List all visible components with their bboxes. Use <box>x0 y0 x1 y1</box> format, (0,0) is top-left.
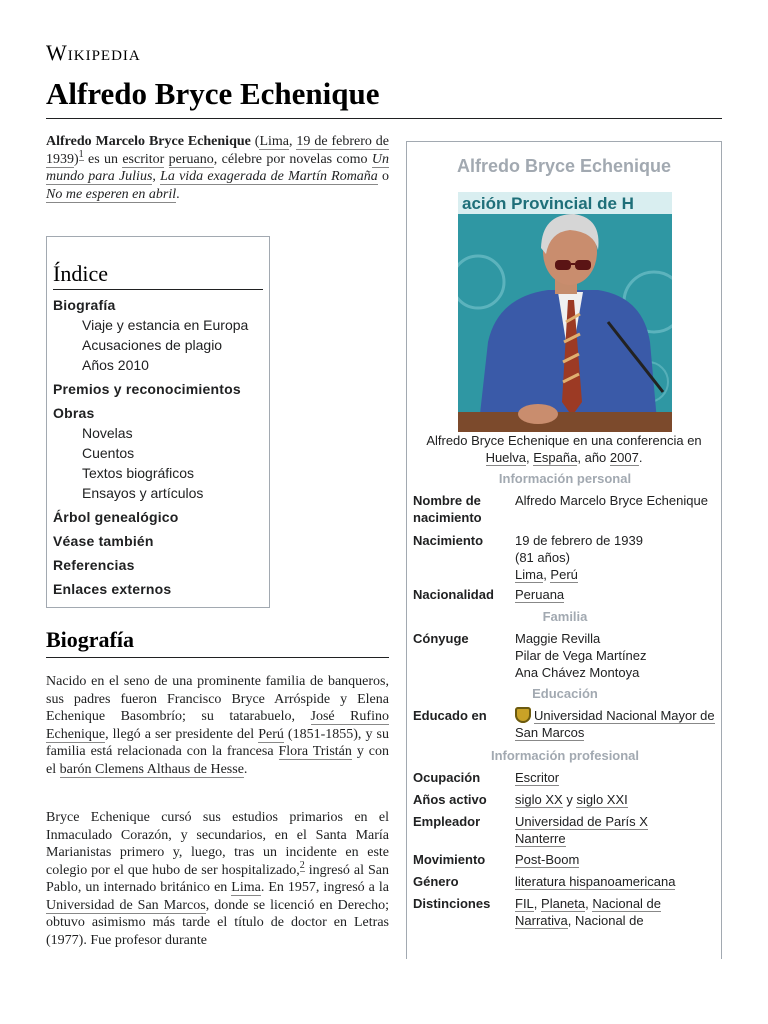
toc-item[interactable]: Acusaciones de plagio <box>82 337 223 353</box>
text: . <box>243 761 248 777</box>
portrait-illustration <box>458 192 672 432</box>
link-2007[interactable]: 2007 <box>609 450 639 465</box>
toc-item[interactable]: Años 2010 <box>82 357 149 373</box>
link-planeta[interactable]: Planeta <box>541 896 586 911</box>
toc-item[interactable]: Premios y reconocimientos <box>53 381 241 397</box>
toc-item[interactable]: Ensayos y artículos <box>82 485 204 501</box>
text: , <box>289 134 297 149</box>
link-novel-romana[interactable]: La vida exagerada de Martín Romaña <box>160 169 378 184</box>
section-profesional: Información profesional <box>490 748 640 763</box>
text: y <box>562 792 577 807</box>
toc-item[interactable]: Textos biográficos <box>82 465 195 481</box>
link-peruano[interactable]: peruano <box>168 151 214 167</box>
label-empleador: Empleador <box>413 814 481 829</box>
page-title: Alfredo Bryce Echenique <box>46 76 722 119</box>
text: . En 1957, ingresó a la <box>260 880 389 895</box>
link-literatura[interactable]: literatura hispanoamericana <box>515 874 676 889</box>
link-escritor[interactable]: escritor <box>122 151 165 167</box>
spouse-item: Pilar de Vega Martínez <box>515 648 647 663</box>
toc-item[interactable]: Árbol genealógico <box>53 509 179 525</box>
label-distinciones: Distinciones <box>413 896 491 911</box>
text: o <box>377 169 390 184</box>
toc-item[interactable]: Enlaces externos <box>53 581 172 597</box>
text: Nacional de <box>574 913 644 928</box>
toc-item[interactable]: Cuentos <box>82 445 135 461</box>
toc-item[interactable]: Véase también <box>53 533 154 549</box>
ref-1[interactable]: 1 <box>78 148 84 160</box>
link-fil[interactable]: FIL <box>515 896 534 911</box>
link-baron-clemens[interactable]: barón Clemens Althaus de Hesse <box>59 761 244 777</box>
link-huelva[interactable]: Huelva <box>485 450 527 465</box>
text: , <box>567 913 575 928</box>
text: , llegó a ser presidente del <box>105 726 259 742</box>
ref-2[interactable]: 2 <box>299 859 305 871</box>
label-nacimiento: Nacimiento <box>413 533 484 548</box>
value-age: (81 años) <box>515 550 570 565</box>
link-san-marcos[interactable]: Universidad de San Marcos <box>46 897 206 913</box>
text: ( <box>254 134 260 149</box>
photo-caption <box>411 432 717 466</box>
label-educado: Educado en <box>413 708 487 723</box>
intro-paragraph <box>46 133 389 203</box>
infobox <box>406 141 722 959</box>
portrait-photo[interactable] <box>458 192 672 432</box>
link-siglo-xx[interactable]: siglo XX <box>515 792 563 807</box>
link-flora-tristan[interactable]: Flora Tristán <box>278 744 352 759</box>
crest-icon <box>515 707 531 723</box>
link-espana[interactable]: España <box>533 450 578 465</box>
link-birthdate[interactable]: 19 de febrero de 1939 <box>46 134 390 167</box>
link-siglo-xxi[interactable]: siglo XXI <box>576 792 628 807</box>
link-paris-nanterre[interactable]: Universidad de París X Nanterre <box>515 814 648 846</box>
link-novel-julius[interactable]: Un mundo para Julius <box>46 151 389 184</box>
text: , año <box>577 450 610 465</box>
label-nacionalidad: Nacionalidad <box>413 587 494 602</box>
spouse-item: Ana Chávez Montoya <box>515 665 640 680</box>
text: , célebre por novelas como <box>213 151 372 167</box>
text: y con el <box>46 744 389 777</box>
table-of-contents <box>46 236 270 608</box>
link-escritor-ib[interactable]: Escritor <box>515 770 560 785</box>
link-peruana[interactable]: Peruana <box>515 587 565 602</box>
text: Bryce Echenique cursó sus estudios primarios en el Inmaculado Corazón, y secundarios, en el Santa María Marianistas primero y, luego, tras un incidente en este colegio por el que hubo de ser hospitalizado, <box>46 810 389 878</box>
text: , donde se licenció en Derecho; obtuvo asimismo más tarde el título de doctor en Letras (1977). Fue profesor durante <box>46 897 389 948</box>
section-personal: Información personal <box>498 471 632 486</box>
link-lima-2[interactable]: Lima <box>231 880 261 895</box>
label-nombre: Nombre de nacimiento <box>413 493 482 525</box>
section-educacion: Educación <box>532 686 598 701</box>
text: . <box>638 450 643 465</box>
toc-item[interactable]: Obras <box>53 405 95 421</box>
section-familia: Familia <box>542 609 588 624</box>
label-ocupacion: Ocupación <box>413 770 481 785</box>
text: , <box>543 567 551 582</box>
link-nacional-narrativa[interactable]: Nacional de Narrativa <box>515 896 662 928</box>
toc-heading: Índice <box>53 261 263 290</box>
infobox-title: Alfredo Bryce Echenique <box>456 156 672 176</box>
label-movimiento: Movimiento <box>413 852 486 867</box>
text: , <box>533 896 542 911</box>
label-genero: Género <box>413 874 459 889</box>
photo-banner-text: ación Provincial de H <box>462 194 634 213</box>
bio-paragraph-1 <box>46 673 389 778</box>
text: , <box>152 169 161 184</box>
link-lima[interactable]: Lima <box>259 134 289 149</box>
link-post-boom[interactable]: Post-Boom <box>515 852 580 867</box>
link-unmsm[interactable]: Universidad Nacional Mayor de San Marcos <box>515 708 715 740</box>
text: Alfredo Bryce Echenique en una conferencia en <box>426 433 702 448</box>
bio-paragraph-2 <box>46 809 389 959</box>
label-anios: Años activo <box>413 792 487 807</box>
text: ) <box>74 151 79 167</box>
toc-item[interactable]: Viaje y estancia en Europa <box>82 317 249 333</box>
subject-name: Alfredo Marcelo Bryce Echenique <box>46 134 251 149</box>
toc-item[interactable]: Novelas <box>82 425 133 441</box>
value-birthdate: 19 de febrero de 1939 <box>515 533 643 548</box>
text: , <box>526 450 534 465</box>
section-heading-biografia: Biografía <box>46 627 389 658</box>
text: es un <box>83 151 123 167</box>
text: ingresó al San Pablo, un internado británico en <box>46 862 389 895</box>
link-peru[interactable]: Perú <box>258 726 284 742</box>
value-nombre: Alfredo Marcelo Bryce Echenique <box>515 493 708 508</box>
spouse-item: Maggie Revilla <box>515 631 601 646</box>
link-novel-abril[interactable]: No me esperen en abril <box>46 186 177 202</box>
toc-item[interactable]: Biografía <box>53 297 116 313</box>
link-jose-rufino[interactable]: José Rufino Echenique <box>46 709 389 742</box>
label-conyuge: Cónyuge <box>413 631 469 646</box>
toc-item[interactable]: Referencias <box>53 557 135 573</box>
text: . <box>176 186 180 202</box>
text: (1851-1855), y su familia está relacionada con la francesa <box>46 726 390 759</box>
wikipedia-wordmark[interactable]: Wikipedia <box>46 40 141 65</box>
text: , <box>585 896 593 911</box>
link-peru-birth[interactable]: Perú <box>550 567 578 582</box>
text: Nacido en el seno de una prominente familia de banqueros, sus padres fueron Francisco Bryce Arróspide y Elena Echenique Basombrío; su tatarabuelo, <box>46 674 389 724</box>
link-lima-birth[interactable]: Lima <box>515 567 544 582</box>
